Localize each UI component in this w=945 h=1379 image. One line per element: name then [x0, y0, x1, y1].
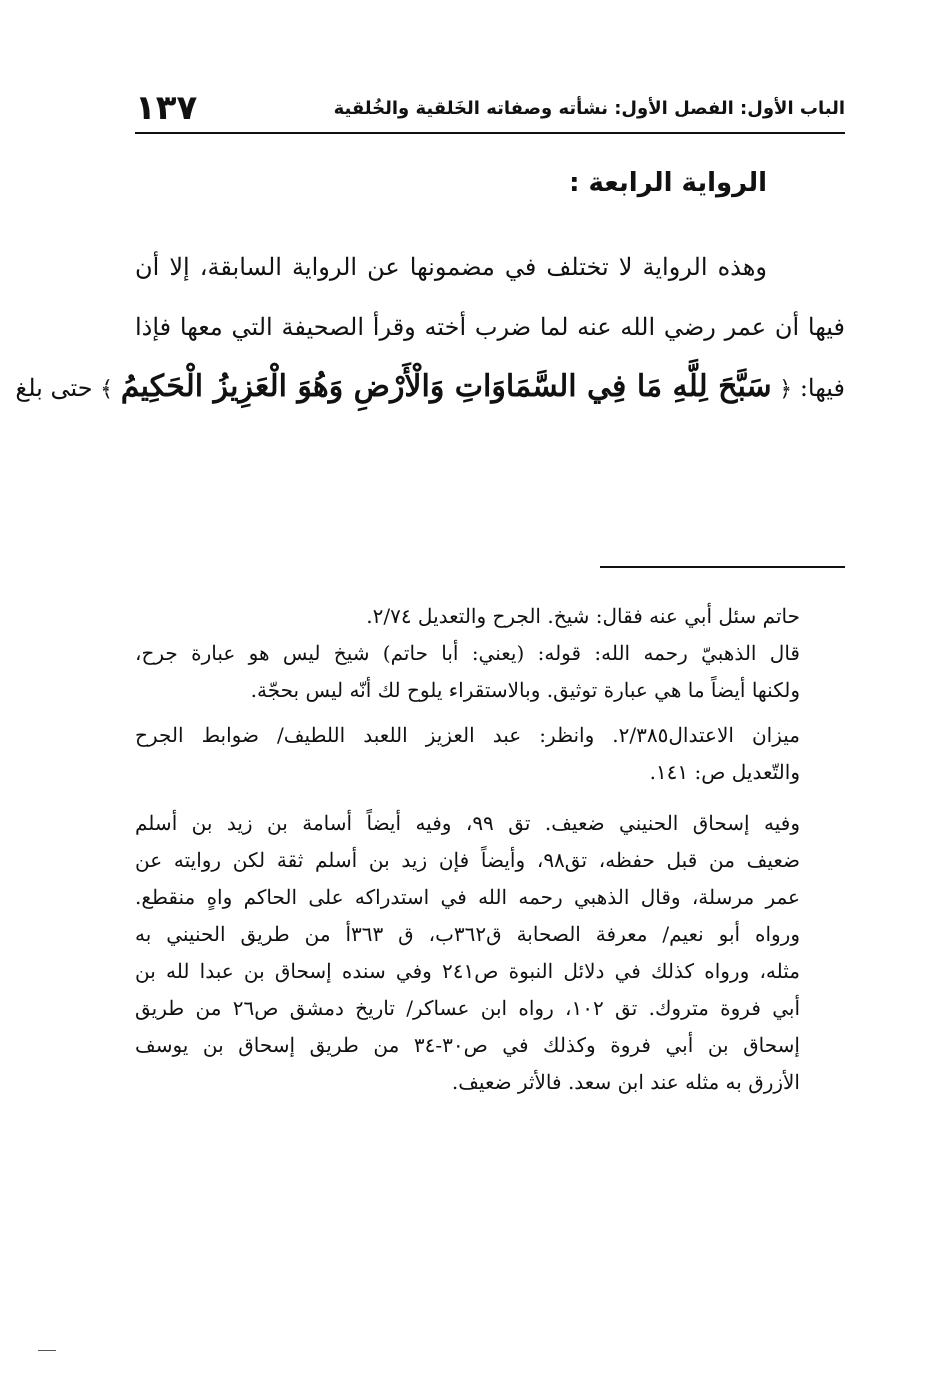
footnote-line: قال الذهبيّ رحمه الله: قوله: (يعني: أبا حاتم) شيخ ليس هو عبارة جرح، [135, 641, 800, 665]
page-number: ١٣٧ [135, 88, 198, 128]
footnote-line: أبي فروة متروك. تق ١٠٢، رواه ابن عساكر/ تاريخ دمشق ص٢٦ من طريق [135, 996, 801, 1020]
footnote-line: ولكنها أيضاً ما هي عبارة توثيق. وبالاستقراء يلوح لك أنّه ليس بحجّة. [250, 678, 800, 702]
main-text-line: فيها أن عمر رضي الله عنه لما ضرب أخته وقرأ الصحيفة التي معها فإذا [135, 313, 845, 341]
footnote-line: ميزان الاعتدال٢/٣٨٥. وانظر: عبد العزيز اللعبد اللطيف/ ضوابط الجرح [135, 723, 800, 747]
main-text-line: وهذه الرواية لا تختلف في مضمونها عن الرواية السابقة، إلا أن [135, 253, 768, 281]
quran-open-bracket: ﴿ [779, 377, 793, 402]
main-text [15, 237, 845, 417]
main-text-line-verse [15, 357, 845, 417]
footnotes [135, 598, 845, 1109]
main-text-segment: حتى بلغ [15, 374, 93, 402]
footnote-line: عمر مرسلة، وقال الذهبي رحمه الله في استدراكه على الحاكم واهٍ منقطع. [135, 885, 800, 909]
footnote-line: إسحاق بن أبي فروة وكذلك في ص٣٠-٣٤ من طريق إسحاق بن يوسف [135, 1033, 800, 1057]
footnote-line: مثله، ورواه كذلك في دلائل النبوة ص٢٤١ وفي سنده إسحاق بن عبدا لله بن [135, 959, 800, 983]
margin-mark [38, 1350, 56, 1351]
section-title: الرواية الرابعة : [569, 168, 767, 198]
footnote-line: الأزرق به مثله عند ابن سعد. فالأثر ضعيف. [451, 1070, 800, 1094]
quran-verse: سَبَّحَ لِلَّهِ مَا فِي السَّمَاوَاتِ وَالْأَرْضِ وَهُوَ الْعَزِيزُ الْحَكِيمُ [120, 369, 772, 404]
footnote-line: والتّعديل ص: ١٤١. [649, 760, 800, 784]
quran-close-bracket: ﴾ [100, 377, 114, 402]
footnote-line: وفيه إسحاق الحنيني ضعيف. تق ٩٩، وفيه أيضاً أسامة بن زيد بن أسلم [135, 811, 800, 835]
main-text-segment: فيها: [799, 374, 845, 402]
footnote-line: ورواه أبو نعيم/ معرفة الصحابة ق٣٦٢ب، ق ٣٦٣أ من طريق الحنيني به [135, 922, 801, 946]
footnote-line: ضعيف من قبل حفظه، تق٩٨، وأيضاً فإن زيد بن أسلم ثقة لكن روايته عن [135, 848, 800, 872]
page-header [135, 86, 845, 130]
footnote-line: حاتم سئل أبي عنه فقال: شيخ. الجرح والتعديل ٢/٧٤. [366, 604, 800, 628]
header-rule [135, 132, 845, 134]
footnote-block [135, 598, 845, 709]
footnote-separator [600, 566, 845, 568]
footnote-block [135, 805, 845, 1101]
footnote-block [135, 717, 845, 791]
running-header-title: الباب الأول: الفصل الأول: نشأته وصفاته الخَلقية والخُلقية [333, 97, 845, 119]
